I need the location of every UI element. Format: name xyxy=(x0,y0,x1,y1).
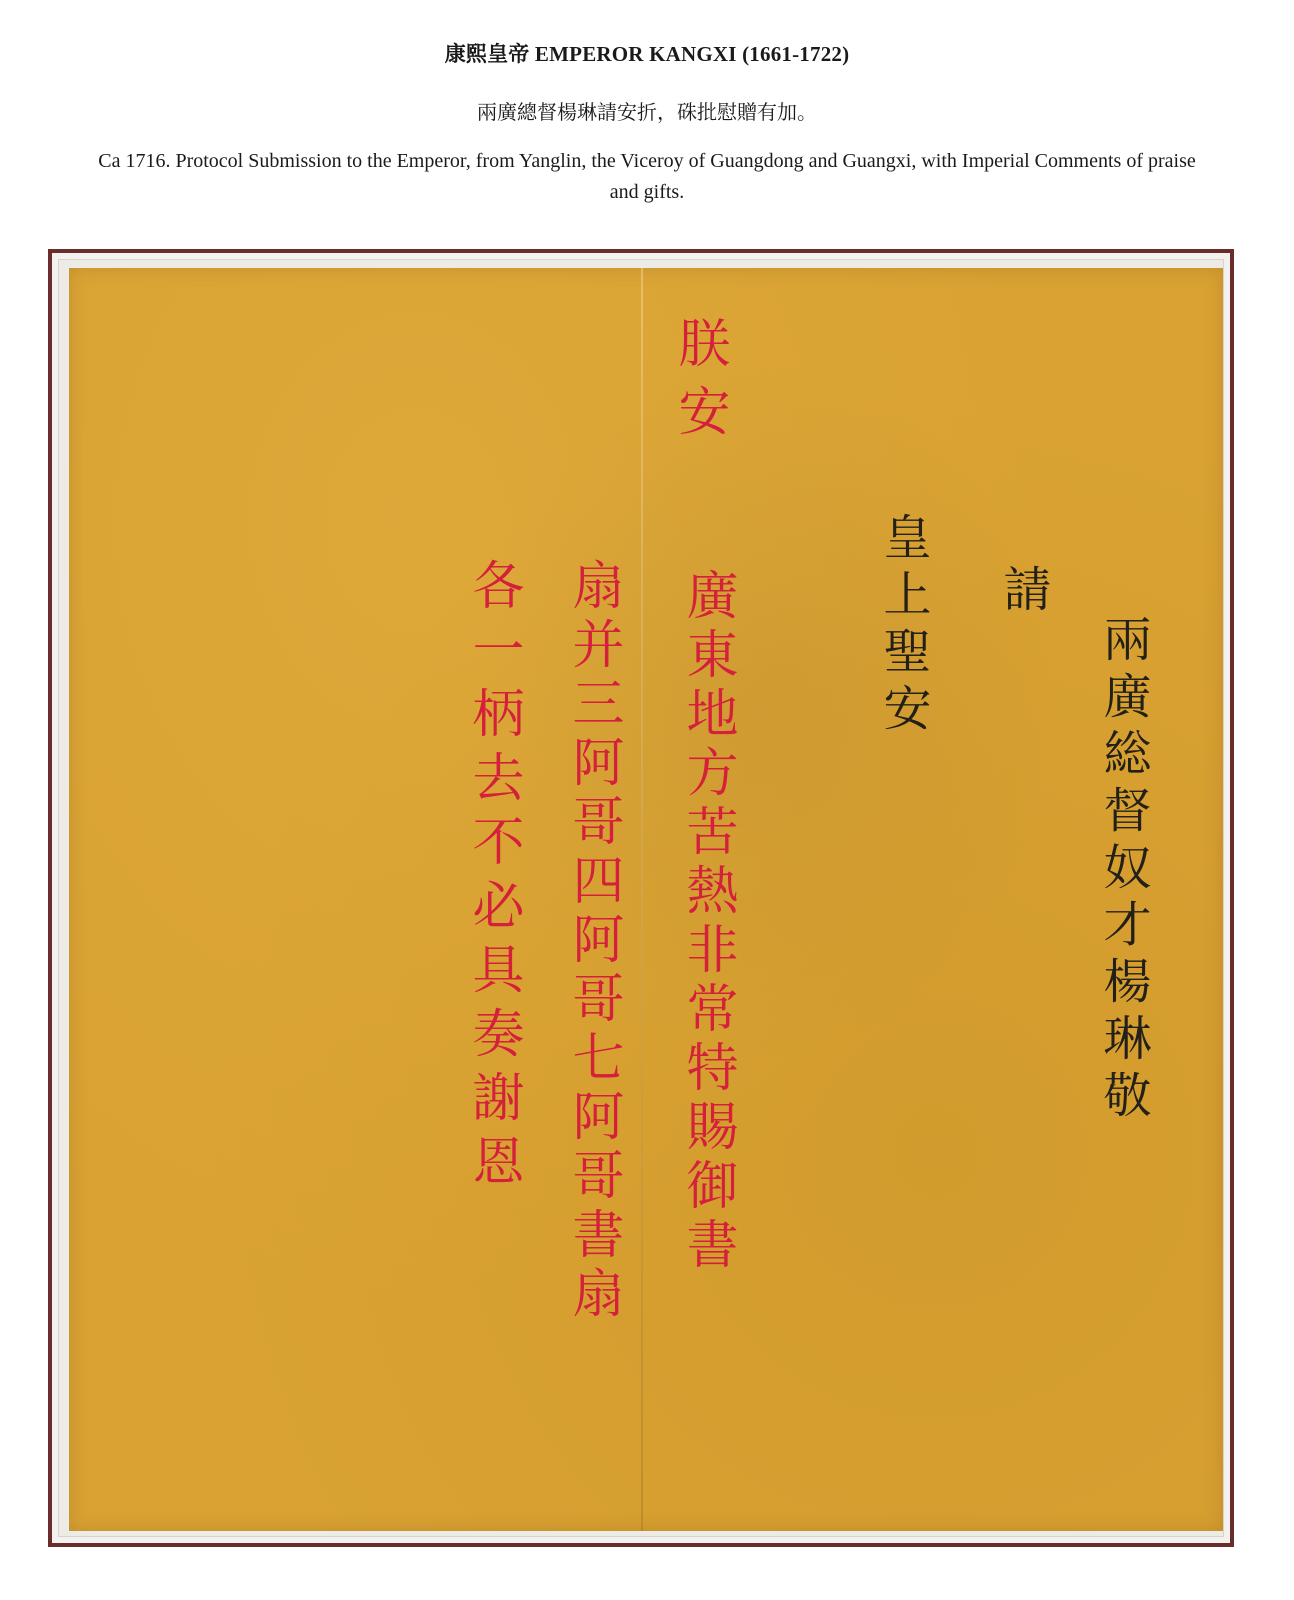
address-column: 皇上聖安 xyxy=(875,512,931,740)
frame-mat xyxy=(58,259,1224,1537)
sender-column: 兩廣総督奴才楊琳敬 xyxy=(1095,614,1151,1127)
imperial-memorial-paper xyxy=(69,268,1223,1531)
vermilion-column-2: 廣東地方苦熱非常特賜御書 xyxy=(677,568,737,1276)
english-caption: Ca 1716. Protocol Submission to the Emperor, from Yanglin, the Viceroy of Guangdong and Guangxi, with Imperial Comments of praise and gifts. xyxy=(98,150,1196,203)
vermilion-column-4: 各一柄去不必具奏謝恩 xyxy=(463,558,523,1198)
mounted-document-frame xyxy=(48,249,1234,1547)
vermilion-column-1: 朕安 xyxy=(669,316,729,452)
vermilion-column-3: 扇并三阿哥四阿哥七阿哥書扇 xyxy=(563,558,623,1325)
center-fold-line xyxy=(641,268,643,1531)
request-column: 請 xyxy=(995,564,1051,621)
page-title: 康熙皇帝 EMPEROR KANGXI (1661-1722) xyxy=(444,42,850,66)
chinese-subtitle: 兩廣總督楊琳請安折，硃批慰贈有加。 xyxy=(477,102,817,124)
